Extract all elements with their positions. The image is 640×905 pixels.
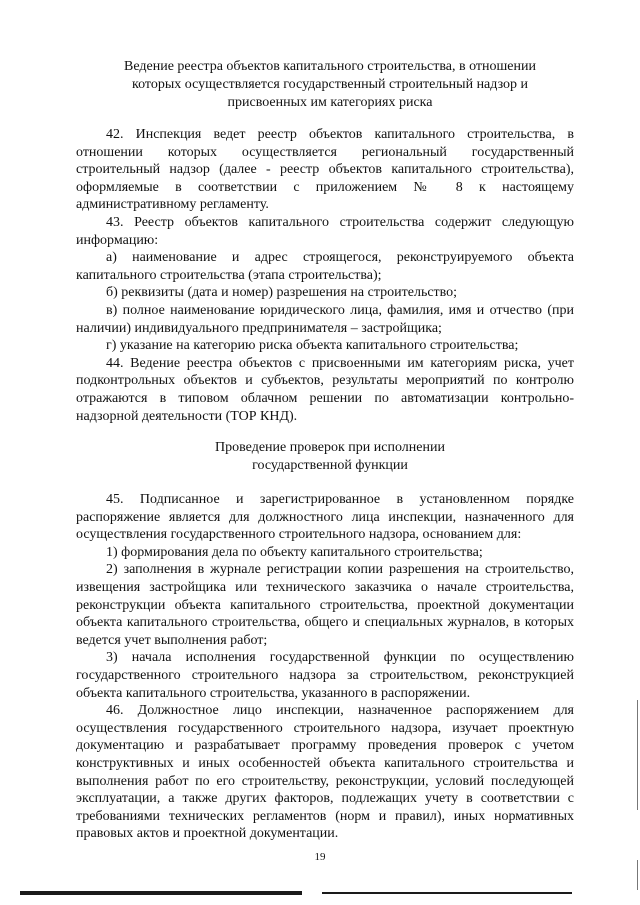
list-item-g: г) указание на категорию риска объекта капитального строительства; — [106, 338, 519, 354]
list-item-v: в) полное наименование юридического лица, фамилия, имя и отчество (при наличии) индивидуального предпринимателя – застройщика; — [76, 302, 574, 336]
paragraph-46: 46. Должностное лицо инспекции, назначенное распоряжением для осуществления государственного строительного надзора, изучает проектную документацию и разрабатывает программу проведения проверок с учетом конструктивных и иных особенностей объекта капитального строительства и выполнения работ по его строительству, реконструкции, условий последующей эксплуатации, а также других факторов, подлежащих учету в соответствии с требованиями технических регламентов (норм и правил), иных нормативных правовых актов и проектной документации. — [76, 703, 574, 842]
page-number: 19 — [314, 851, 326, 863]
paragraph-44: 44. Ведение реестра объектов с присвоенными им категориям риска, учет подконтрольных объектов и субъектов, результаты мероприятий по контролю отражаются в типовом облачном решении по автоматизации контрольно-надзорной деятельности (ТОР КНД). — [76, 355, 574, 424]
section-body-inspections — [76, 491, 574, 843]
scan-edge-line — [20, 891, 302, 895]
list-item-b: б) реквизиты (дата и номер) разрешения на строительство; — [106, 285, 458, 301]
list-item-a: а) наименование и адрес строящегося, реконструируемого объекта капитального строительства (этапа строительства); — [76, 250, 574, 283]
scan-edge-mark — [637, 700, 638, 810]
section-heading-registry — [60, 58, 600, 112]
list-item-1: 1) формирования дела по объекту капитального строительства; — [106, 544, 483, 560]
paragraph-45: 45. Подписанное и зарегистрированное в установленном порядке распоряжение является для должностного лица инспекции, назначенного для осуществления государственного строительного надзора, основанием для: — [76, 492, 574, 543]
heading-line: которых осуществляется государственный строительный надзор и — [131, 77, 529, 92]
list-item-3: 3) начала исполнения государственной функции по осуществлению государственного строительного надзора за строительством, реконструкцией объекта капитального строительства, указанного в распоряжении. — [76, 650, 574, 701]
paragraph-42: 42. Инспекция ведет реестр объектов капитального строительства, в отношении которых осуществляется региональный государственный строительный надзор (далее - реестр объектов капитального строительства), оформляемые в соответствии с приложением № 8 к настоящему административному регламенту. — [76, 127, 574, 213]
heading-line: государственной функции — [252, 458, 408, 473]
section-heading-inspections — [60, 439, 600, 475]
paragraph-43: 43. Реестр объектов капитального строительства содержит следующую информацию: — [76, 214, 574, 248]
heading-line: присвоенных им категориях риска — [227, 95, 433, 110]
heading-line: Проведение проверок при исполнении — [215, 440, 445, 455]
scan-edge-line — [322, 892, 572, 894]
list-item-2: 2) заполнения в журнале регистрации копии разрешения на строительство, извещения застройщика или технического заказчика о начале строительства, реконструкции объекта капитального строительства, проектной документации объекта капитального строительства, общего и специальных журналов, в которых ведется учет выполнения работ; — [76, 562, 574, 648]
heading-line: Ведение реестра объектов капитального строительства, в отношении — [124, 59, 536, 74]
section-body-registry — [76, 126, 574, 425]
scan-edge-mark — [637, 860, 638, 890]
